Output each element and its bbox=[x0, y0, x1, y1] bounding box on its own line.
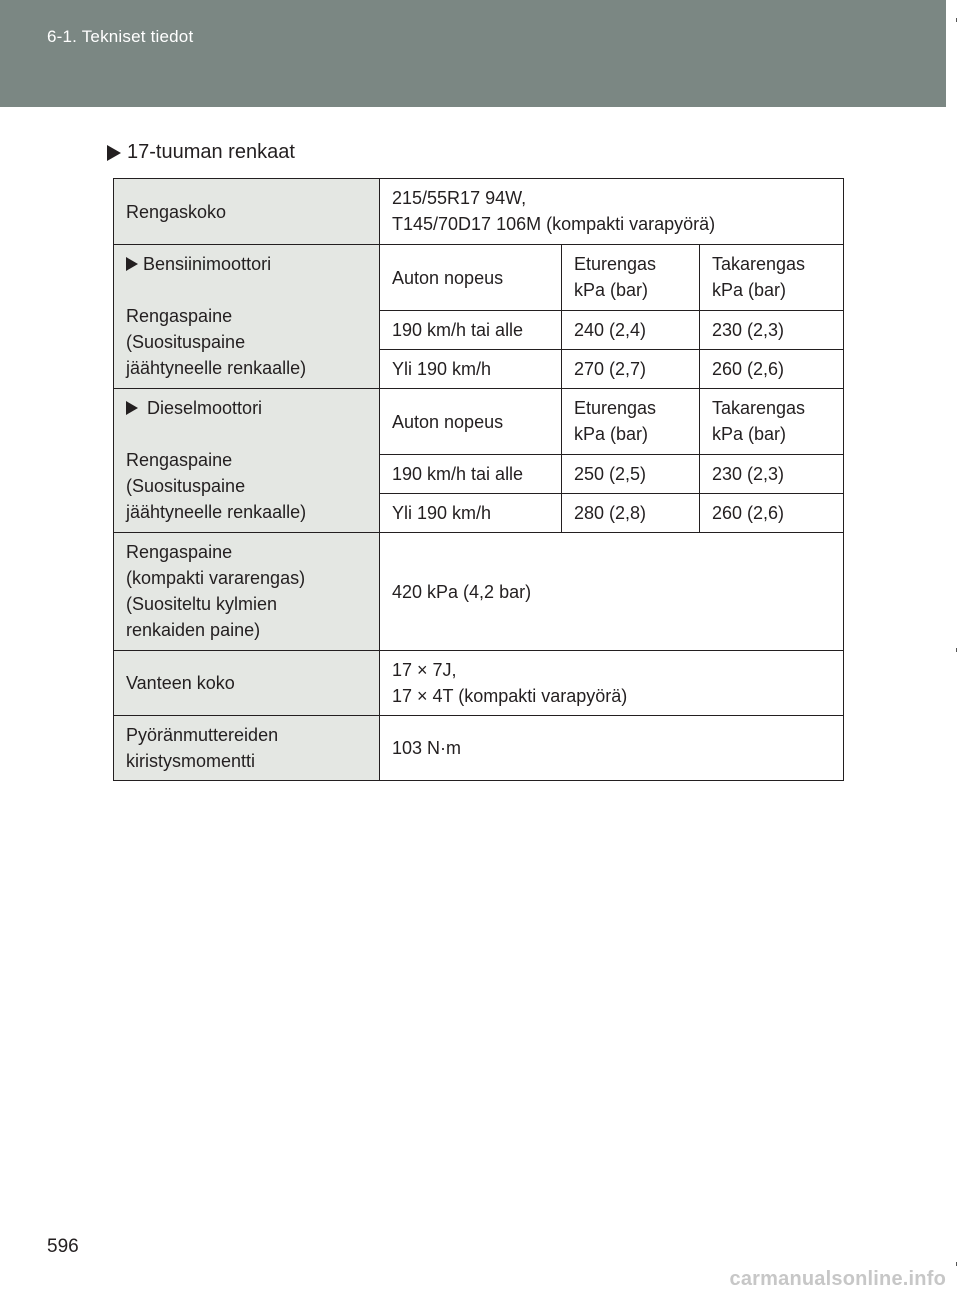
torque-value: 103 N·m bbox=[380, 716, 844, 781]
tire-spec-table bbox=[113, 178, 844, 781]
table-row bbox=[114, 389, 844, 455]
tire-size-value: 215/55R17 94W, T145/70D17 106M (kompakti varapyörä) bbox=[380, 179, 844, 245]
page-number: 596 bbox=[47, 1236, 79, 1257]
rim-size-label: Vanteen koko bbox=[114, 651, 380, 716]
petrol-engine-label: Bensiinimoottori bbox=[143, 254, 272, 274]
header-band bbox=[0, 0, 946, 107]
speed-cell: Yli 190 km/h bbox=[380, 350, 562, 389]
diesel-pressure-label: Dieselmoottori Rengaspaine (Suosituspaine jäähtyneelle renkaalle) bbox=[114, 389, 380, 533]
front-pressure-cell: 280 (2,8) bbox=[562, 494, 700, 533]
table-row bbox=[114, 716, 844, 781]
front-column-header: Eturengas kPa (bar) bbox=[562, 389, 700, 455]
rear-pressure-cell: 230 (2,3) bbox=[700, 455, 844, 494]
spare-pressure-label: Rengaspaine (kompakti vararengas) (Suositeltu kylmien renkaiden paine) bbox=[114, 533, 380, 651]
table-row bbox=[114, 533, 844, 651]
table-row bbox=[114, 245, 844, 311]
table-row bbox=[114, 651, 844, 716]
rim-size-value: 17 × 7J, 17 × 4T (kompakti varapyörä) bbox=[380, 651, 844, 716]
front-pressure-cell: 250 (2,5) bbox=[562, 455, 700, 494]
crop-mark bbox=[956, 18, 957, 22]
front-pressure-cell: 240 (2,4) bbox=[562, 311, 700, 350]
tire-size-label: Rengaskoko bbox=[114, 179, 380, 245]
speed-column-header: Auton nopeus bbox=[380, 245, 562, 311]
watermark: carmanualsonline.info bbox=[729, 1268, 946, 1290]
front-column-header: Eturengas kPa (bar) bbox=[562, 245, 700, 311]
section-title: 6-1. Tekniset tiedot bbox=[47, 27, 194, 46]
rear-column-header: Takarengas kPa (bar) bbox=[700, 389, 844, 455]
spare-pressure-value: 420 kPa (4,2 bar) bbox=[380, 533, 844, 651]
rear-pressure-cell: 230 (2,3) bbox=[700, 311, 844, 350]
torque-label: Pyöränmuttereiden kiristysmomentti bbox=[114, 716, 380, 781]
crop-mark bbox=[956, 1262, 957, 1266]
petrol-pressure-label: Bensiinimoottori Rengaspaine (Suosituspaine jäähtyneelle renkaalle) bbox=[114, 245, 380, 389]
diesel-engine-label: Dieselmoottori bbox=[147, 398, 263, 418]
speed-cell: Yli 190 km/h bbox=[380, 494, 562, 533]
front-pressure-cell: 270 (2,7) bbox=[562, 350, 700, 389]
rear-pressure-cell: 260 (2,6) bbox=[700, 350, 844, 389]
crop-mark bbox=[956, 648, 957, 652]
rear-column-header: Takarengas kPa (bar) bbox=[700, 245, 844, 311]
speed-cell: 190 km/h tai alle bbox=[380, 311, 562, 350]
speed-cell: 190 km/h tai alle bbox=[380, 455, 562, 494]
speed-column-header: Auton nopeus bbox=[380, 389, 562, 455]
triangle-bullet-icon bbox=[107, 145, 121, 161]
section-heading-text: 17-tuuman renkaat bbox=[127, 141, 295, 163]
rear-pressure-cell: 260 (2,6) bbox=[700, 494, 844, 533]
triangle-bullet-icon bbox=[126, 257, 138, 271]
table-row bbox=[114, 179, 844, 245]
section-heading bbox=[107, 141, 295, 164]
triangle-bullet-icon bbox=[126, 401, 138, 415]
